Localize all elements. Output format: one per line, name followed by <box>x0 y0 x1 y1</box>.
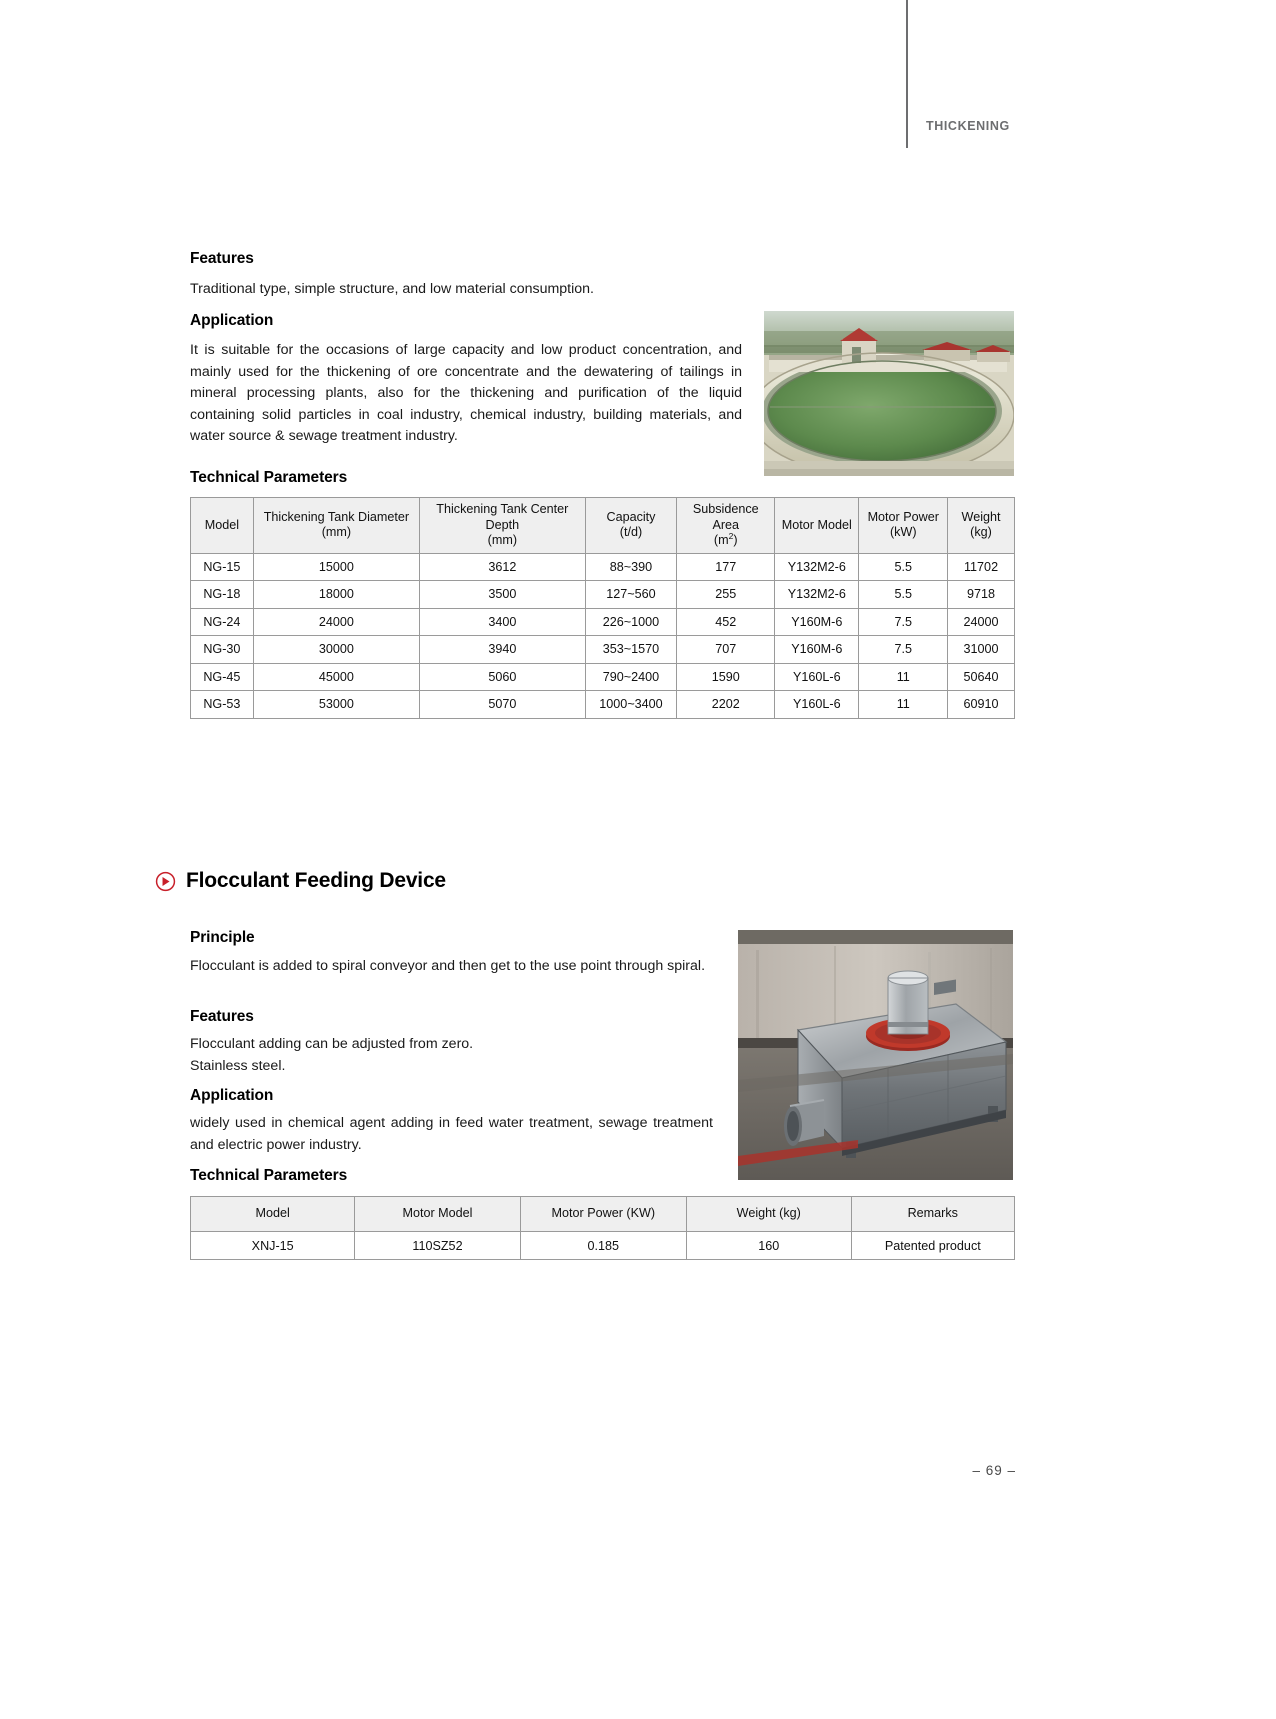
application-body-text: It is suitable for the occasions of large capacity and low product concentration, and mainly used for the thickening of ore concentrate and the dewatering of tailings in mineral processing plants, also for the thickening and purification of the liquid containing solid particles in coal industry, chemical industry, building materials, and water source & sewage treatment industry. <box>190 342 742 444</box>
cell-subsidence: 707 <box>677 636 775 664</box>
col-weight <box>948 498 1015 554</box>
cell-diameter: 24000 <box>253 608 419 636</box>
col-capacity <box>585 498 677 554</box>
cell-subsidence: 1590 <box>677 663 775 691</box>
cell-diameter: 30000 <box>253 636 419 664</box>
flocculant-feeding-device-photo <box>738 930 1013 1180</box>
col-tank-center-depth-unit: (mm) <box>487 533 518 547</box>
features-body-text-2 <box>190 1034 750 1077</box>
cell-depth: 5060 <box>420 663 586 691</box>
cell-motor-power: 5.5 <box>859 553 948 581</box>
table-row <box>191 691 1015 719</box>
table-flocculant-body <box>191 1232 1015 1260</box>
cell-weight: 31000 <box>948 636 1015 664</box>
cell-subsidence: 2202 <box>677 691 775 719</box>
col-subsidence-area-label: Subsidence Area <box>692 502 759 532</box>
col-subsidence-area-unit: $(m^2)$ <box>713 530 738 547</box>
flocculant-title: Flocculant Feeding Device <box>186 869 446 892</box>
col-motor-power <box>859 498 948 554</box>
cell-motor-model: Y132M2-6 <box>775 581 859 609</box>
cell-diameter: 53000 <box>253 691 419 719</box>
table-thickener-body <box>191 553 1015 718</box>
col-motor-power: Motor Power (KW) <box>520 1197 686 1232</box>
col-tank-center-depth-label: Thickening Tank Center Depth <box>436 502 569 532</box>
technical-parameters-heading-1: Technical Parameters <box>190 469 348 486</box>
table-row <box>191 553 1015 581</box>
col-motor-power-unit: (kW) <box>889 525 917 540</box>
cell-motor-model: Y132M2-6 <box>775 553 859 581</box>
features-heading-2: Features <box>190 1008 254 1025</box>
cell-remarks: Patented product <box>851 1232 1014 1260</box>
cell-capacity: 790~2400 <box>585 663 677 691</box>
col-motor-model-label: Motor Model <box>781 517 852 532</box>
features-line-2: Stainless steel. <box>190 1057 286 1074</box>
col-weight-unit: (kg) <box>970 525 992 540</box>
cell-model: NG-15 <box>191 553 254 581</box>
page-header <box>0 0 1276 160</box>
col-model-label: Model <box>204 517 240 532</box>
cell-motor-model: Y160L-6 <box>775 691 859 719</box>
circle-arrow-right-icon <box>155 871 176 892</box>
table-flocculant-head <box>191 1197 1015 1232</box>
technical-parameters-table-thickener <box>190 497 1015 719</box>
cell-motor-power: 0.185 <box>520 1232 686 1260</box>
cell-capacity: 88~390 <box>585 553 677 581</box>
col-subsidence-area <box>677 498 775 554</box>
cell-model: NG-24 <box>191 608 254 636</box>
cell-diameter: 45000 <box>253 663 419 691</box>
table-row <box>191 1232 1015 1260</box>
cell-motor-power: 7.5 <box>859 636 948 664</box>
cell-subsidence: 452 <box>677 608 775 636</box>
principle-heading: Principle <box>190 929 255 946</box>
col-weight-label: Weight <box>961 509 1001 524</box>
cell-model: XNJ-15 <box>191 1232 355 1260</box>
table-header-row <box>191 1197 1015 1232</box>
cell-model: NG-45 <box>191 663 254 691</box>
cell-subsidence: 255 <box>677 581 775 609</box>
cell-motor-power: 11 <box>859 691 948 719</box>
technical-parameters-heading-2: Technical Parameters <box>190 1167 348 1184</box>
thickener-tank-photo <box>764 311 1014 476</box>
application-body-text-2: widely used in chemical agent adding in feed water treatment, sewage treatment and electric power industry. <box>190 1115 713 1153</box>
application-heading-2: Application <box>190 1087 274 1104</box>
table-row <box>191 663 1015 691</box>
col-tank-diameter-label: Thickening Tank Diameter <box>263 509 410 524</box>
cell-capacity: 1000~3400 <box>585 691 677 719</box>
features-line-1: Flocculant adding can be adjusted from zero. <box>190 1036 474 1052</box>
col-capacity-unit: (t/d) <box>619 525 643 540</box>
technical-parameters-table-flocculant <box>190 1196 1015 1260</box>
cell-depth: 5070 <box>420 691 586 719</box>
cell-model: NG-53 <box>191 691 254 719</box>
col-tank-center-depth <box>420 498 586 554</box>
cell-model: NG-30 <box>191 636 254 664</box>
cell-model: NG-18 <box>191 581 254 609</box>
cell-motor-model: Y160M-6 <box>775 636 859 664</box>
page-number: – 69 – <box>972 1463 1016 1478</box>
col-model: Model <box>191 1197 355 1232</box>
cell-diameter: 15000 <box>253 553 419 581</box>
cell-capacity: 127~560 <box>585 581 677 609</box>
cell-motor-model: Y160L-6 <box>775 663 859 691</box>
col-remarks: Remarks <box>851 1197 1014 1232</box>
cell-capacity: 353~1570 <box>585 636 677 664</box>
cell-diameter: 18000 <box>253 581 419 609</box>
cell-weight: 9718 <box>948 581 1015 609</box>
cell-subsidence: 177 <box>677 553 775 581</box>
superscript-2: 2 <box>728 530 734 541</box>
table-header-row <box>191 498 1015 554</box>
col-model <box>191 498 254 554</box>
cell-motor-model: Y160M-6 <box>775 608 859 636</box>
col-tank-diameter <box>253 498 419 554</box>
col-capacity-label: Capacity <box>606 509 656 524</box>
col-motor-model: Motor Model <box>355 1197 520 1232</box>
cell-weight: 24000 <box>948 608 1015 636</box>
features-heading: Features <box>190 250 254 267</box>
cell-depth: 3500 <box>420 581 586 609</box>
col-motor-power-label: Motor Power <box>867 509 939 524</box>
col-motor-model <box>775 498 859 554</box>
cell-capacity: 226~1000 <box>585 608 677 636</box>
application-heading: Application <box>190 312 274 329</box>
col-weight: Weight (kg) <box>686 1197 851 1232</box>
cell-weight: 11702 <box>948 553 1015 581</box>
principle-body-text: Flocculant is added to spiral conveyor and then get to the use point through spiral. <box>190 958 706 974</box>
col-tank-diameter-unit: (mm) <box>321 525 352 540</box>
table-row <box>191 581 1015 609</box>
features-body-text: Traditional type, simple structure, and low material consumption. <box>190 281 594 297</box>
header-divider-rule <box>906 0 908 148</box>
table-row <box>191 636 1015 664</box>
cell-depth: 3612 <box>420 553 586 581</box>
cell-weight: 50640 <box>948 663 1015 691</box>
cell-depth: 3400 <box>420 608 586 636</box>
thickener-photo-graphic <box>764 311 1014 476</box>
cell-motor-power: 5.5 <box>859 581 948 609</box>
table-row <box>191 608 1015 636</box>
cell-motor-power: 7.5 <box>859 608 948 636</box>
flocculant-photo-graphic <box>738 930 1013 1180</box>
cell-weight: 60910 <box>948 691 1015 719</box>
page-header-title: THICKENING <box>926 119 1010 133</box>
cell-motor-model: 110SZ52 <box>355 1232 520 1260</box>
flocculant-section-heading <box>155 869 446 893</box>
table-thickener-head <box>191 498 1015 554</box>
cell-depth: 3940 <box>420 636 586 664</box>
cell-motor-power: 11 <box>859 663 948 691</box>
cell-weight: 160 <box>686 1232 851 1260</box>
